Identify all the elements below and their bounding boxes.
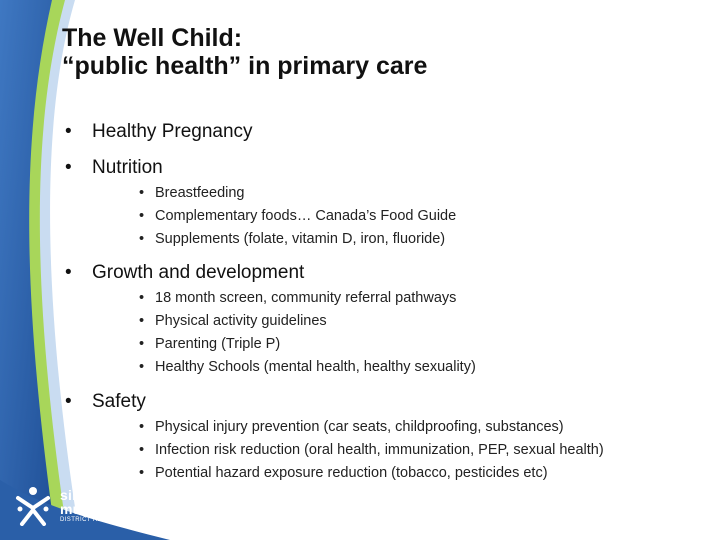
sub-bullet-label: Infection risk reduction (oral health, immunization, PEP, sexual health) bbox=[155, 442, 604, 458]
sub-bullet-label: Physical activity guidelines bbox=[155, 313, 327, 329]
bullet: • bbox=[65, 121, 72, 142]
sub-bullet-label: Potential hazard exposure reduction (tobacco, pesticides etc) bbox=[155, 465, 548, 481]
sub-bullet-item bbox=[139, 207, 456, 225]
title-line-2: “public health” in primary care bbox=[62, 52, 428, 80]
sub-bullet-label: 18 month screen, community referral pathways bbox=[155, 290, 457, 306]
bullet-item bbox=[65, 262, 304, 284]
sub-bullet: • bbox=[139, 231, 145, 247]
sub-bullet: • bbox=[139, 313, 145, 329]
bullet-label: Nutrition bbox=[92, 157, 163, 178]
sub-bullet: • bbox=[139, 359, 145, 375]
sub-bullet: • bbox=[139, 442, 145, 458]
sub-bullet-item bbox=[139, 184, 244, 202]
sub-bullet-label: Complementary foods… Canada’s Food Guide bbox=[155, 208, 457, 224]
bullet: • bbox=[65, 262, 72, 283]
sub-bullet: • bbox=[139, 290, 145, 306]
sub-bullet-label: Healthy Schools (mental health, healthy sexuality) bbox=[155, 359, 476, 375]
simcoe-muskoka-logo bbox=[14, 486, 164, 530]
sub-bullet: • bbox=[139, 465, 145, 481]
sub-bullet-item bbox=[139, 418, 564, 436]
bullet-label: Healthy Pregnancy bbox=[92, 121, 253, 142]
sub-bullet: • bbox=[139, 419, 145, 435]
sub-bullet: • bbox=[139, 185, 145, 201]
sub-bullet-label: Physical injury prevention (car seats, childproofing, substances) bbox=[155, 419, 564, 435]
sub-bullet: • bbox=[139, 208, 145, 224]
sub-bullet-item bbox=[139, 289, 456, 307]
logo-text-simcoe: simcoe bbox=[60, 487, 110, 503]
people-figures-icon bbox=[14, 486, 52, 526]
logo-text-district: DISTRICT HEALTH UNIT bbox=[60, 517, 137, 523]
bullet-label: Safety bbox=[92, 391, 146, 412]
sub-bullet-item bbox=[139, 464, 548, 482]
sub-bullet-label: Supplements (folate, vitamin D, iron, fluoride) bbox=[155, 231, 446, 247]
bullet: • bbox=[65, 157, 72, 178]
logo-text-muskoka: muskoka bbox=[60, 501, 123, 517]
sub-bullet-item bbox=[139, 441, 604, 459]
bullet: • bbox=[65, 391, 72, 412]
bullet-label: Growth and development bbox=[92, 262, 305, 283]
sub-bullet-item bbox=[139, 335, 280, 353]
sub-bullet-item bbox=[139, 312, 327, 330]
sub-bullet: • bbox=[139, 336, 145, 352]
title-line-1: The Well Child: bbox=[62, 24, 243, 52]
bullet-item bbox=[65, 391, 146, 413]
bullet-item bbox=[65, 121, 253, 143]
sub-bullet-item bbox=[139, 358, 476, 376]
sub-bullet-label: Parenting (Triple P) bbox=[155, 336, 281, 352]
sub-bullet-label: Breastfeeding bbox=[155, 185, 245, 201]
bullet-item bbox=[65, 157, 163, 179]
sub-bullet-item bbox=[139, 230, 445, 248]
